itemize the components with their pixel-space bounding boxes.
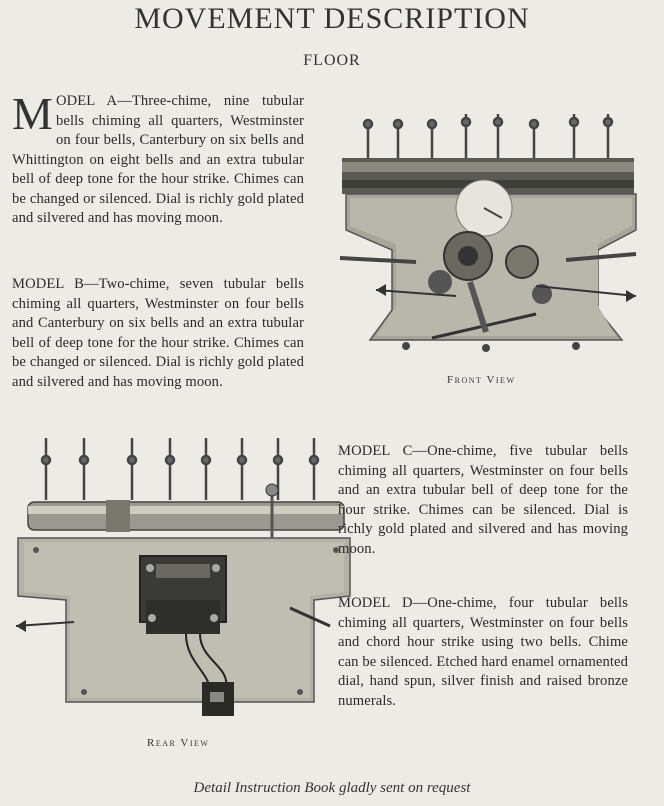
model-c-description: MODEL C—One-chime, five tubular bells chiming all quarters, Westminster on four bells and an extra tubular bell of deep tone for the hour strike. Chimes can be silenced. Dial is richly gold plated and silvered and has moving moon. [338, 443, 628, 557]
page-title: MOVEMENT DESCRIPTION [134, 2, 530, 35]
model-d-description: MODEL D—One-chime, four tubular bells chiming all quarters, Westminster on four bells and chord hour strike using two bells. Chime can be silenced. Etched hard enamel ornamented dial, hand spun, silver finish and raised bronze numerals. [338, 595, 628, 709]
rear-view-photo [10, 430, 366, 730]
model-a-description [12, 88, 304, 229]
front-view-caption: Front View [447, 374, 516, 386]
model-b-description: MODEL B—Two-chime, seven tubular bells chiming all quarters, Westminster on four bells and Canterbury on six bells and an extra tubular bell of deep tone for the hour strike. Chimes can be changed or silenced. Dial is richly gold plated and silvered and has moving moon. [12, 276, 304, 390]
model-a-text: ODEL A—Three-chime, nine tubular bells chiming all quarters, Westminster on four bells, Canterbury on six bells and Whittington on eight bells and an extra tubular bell of deep tone for the hour strike. Chimes can be changed or silenced. Dial is richly gold plated and silvered and has moving moon. [12, 93, 304, 226]
model-a-dropcap: M [12, 88, 54, 139]
page-subtitle: FLOOR [303, 52, 361, 69]
footer-note: Detail Instruction Book gladly sent on request [193, 780, 471, 796]
front-view-photo [336, 100, 656, 365]
hammer-rods [364, 114, 612, 160]
rear-view-caption: Rear View [147, 737, 210, 749]
